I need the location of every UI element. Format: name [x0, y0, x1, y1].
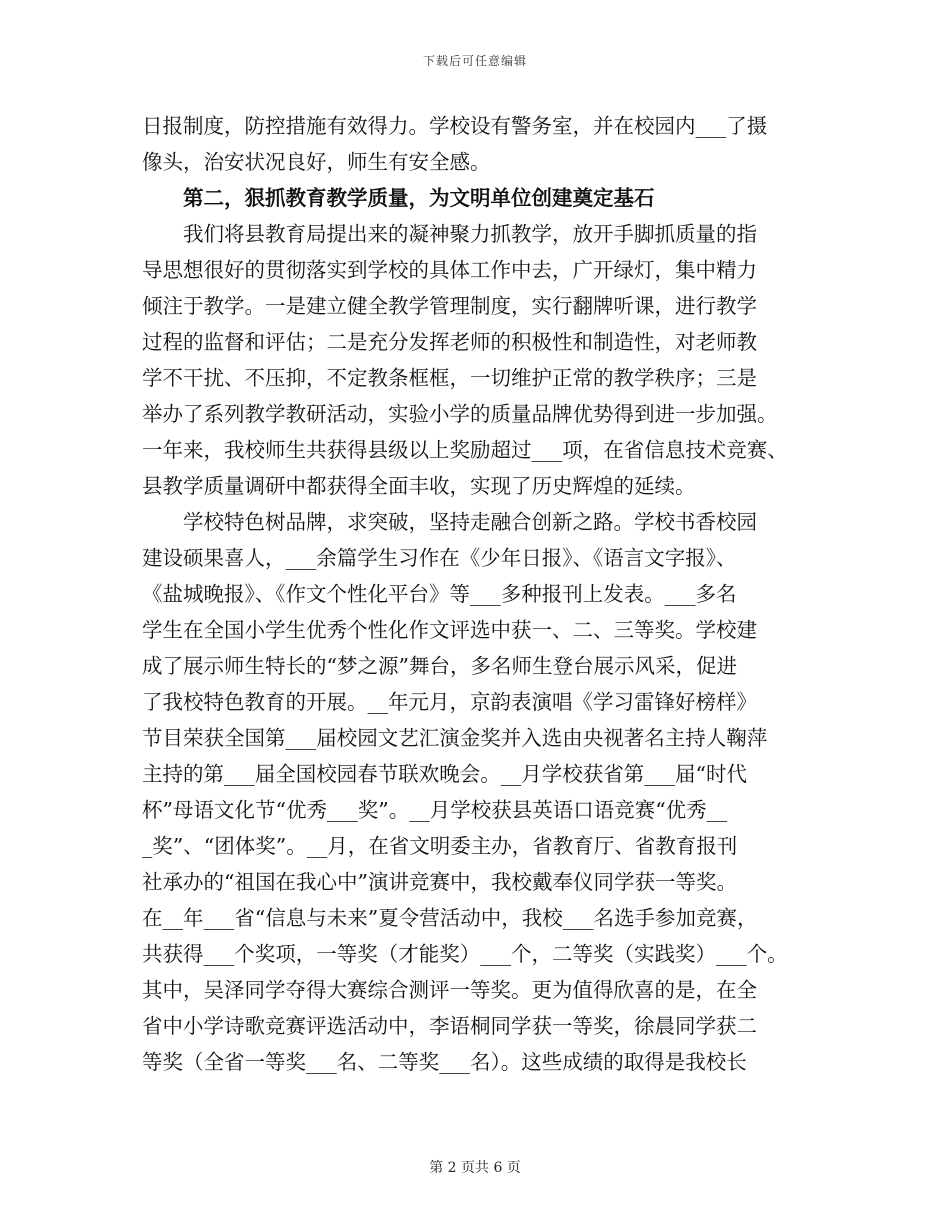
text-line: 省中小学诗歌竞赛评选活动中，李语桐同学获一等奖，徐晨同学获二: [142, 1014, 757, 1038]
text-line: 我们将县教育局提出来的凝神聚力抓教学，放开手脚抓质量的指: [183, 222, 757, 246]
page-header: 下载后可任意编辑: [422, 54, 527, 68]
text-line: 建设硕果喜人，___余篇学生习作在《少年日报》、《语言文字报》、: [142, 546, 737, 570]
text-line: 社承办的“祖国在我心中”演讲竞赛中，我校戴奉仪同学获一等奖。: [142, 870, 737, 894]
document-body: [142, 108, 822, 1080]
text-line: 日报制度，防控措施有效得力。学校设有警务室，并在校园内___了摄: [142, 114, 768, 138]
text-line: 县教学质量调研中都获得全面丰收，实现了历史辉煌的延续。: [142, 474, 696, 498]
text-line: 了我校特色教育的开展。__年元月，京韵表演唱《学习雷锋好榜样》: [142, 690, 757, 714]
text-line: 导思想很好的贯彻落实到学校的具体工作中去，广开绿灯，集中精力: [142, 258, 757, 282]
text-line: 一年来，我校师生共获得县级以上奖励超过___项，在省信息技术竞赛、: [142, 438, 788, 462]
section-heading: 第二，狠抓教育教学质量，为文明单位创建奠定基石: [183, 186, 655, 210]
text-line: 举办了系列教学教研活动，实验小学的质量品牌优势得到进一步加强。: [142, 402, 778, 426]
text-line: 节目荣获全国第___届校园文艺汇演金奖并入选由央视著名主持人鞠萍: [142, 726, 768, 750]
text-line: 学校特色树品牌，求突破，坚持走融合创新之路。学校书香校园: [183, 510, 757, 534]
text-line: 在__年___省“信息与未来”夏令营活动中，我校___名选手参加竞赛，: [142, 906, 758, 930]
text-line: _奖”、“团体奖”。__月，在省文明委主办，省教育厅、省教育报刊: [142, 834, 738, 858]
text-line: 学不干扰、不压抑，不定教条框框，一切维护正常的教学秩序；三是: [142, 366, 757, 390]
text-line: 学生在全国小学生优秀个性化作文评选中获一、二、三等奖。学校建: [142, 618, 757, 642]
text-line: 《盐城晚报》、《作文个性化平台》等___多种报刊上发表。___多名: [142, 582, 737, 606]
text-line: 等奖（全省一等奖___名、二等奖___名）。这些成绩的取得是我校长: [142, 1050, 747, 1074]
text-line: 过程的监督和评估；二是充分发挥老师的积极性和制造性，对老师教: [142, 330, 757, 354]
text-line: 共获得___个奖项，一等奖（才能奖）___个，二等奖（实践奖）___个。: [142, 942, 788, 966]
text-line: 像头，治安状况良好，师生有安全感。: [142, 150, 491, 174]
page-number: 第 2 页共 6 页: [429, 1160, 521, 1176]
text-line: 杯”母语文化节“优秀___奖”。__月学校获县英语口语竞赛“优秀__: [142, 798, 728, 822]
text-line: 其中，吴泽同学夺得大赛综合测评一等奖。更为值得欣喜的是，在全: [142, 978, 757, 1002]
text-line: 成了展示师生特长的“梦之源”舞台，多名师生登台展示风采，促进: [142, 654, 737, 678]
text-line: 倾注于教学。一是建立健全教学管理制度，实行翻牌听课，进行教学: [142, 294, 757, 318]
text-line: 主持的第___届全国校园春节联欢晚会。__月学校获省第___届“时代: [142, 762, 747, 786]
